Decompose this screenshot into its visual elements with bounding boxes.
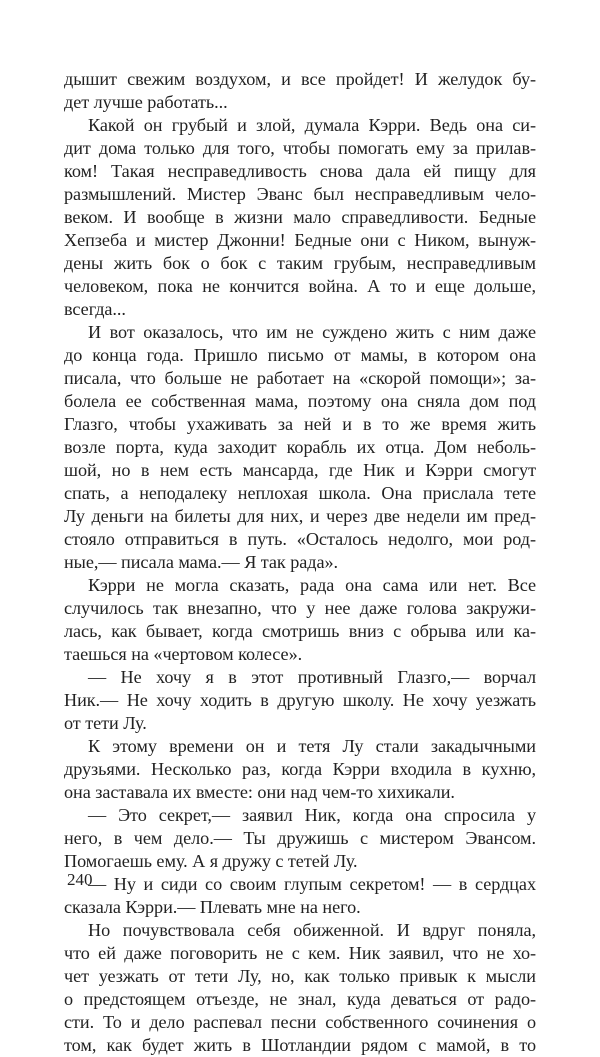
paragraph xyxy=(64,804,536,873)
text-line: Лу деньги на билеты для них, и через две недели им пред- xyxy=(64,506,536,526)
text-line: Кэрри не могла сказать, рада она сама или нет. Все xyxy=(88,575,536,595)
paragraph xyxy=(64,735,536,804)
text-line: Глазго, чтобы ухаживать за ней и в то же время жить xyxy=(64,414,536,434)
text-line: сказала Кэрри.— Плевать мне на него. xyxy=(64,897,361,917)
text-line: размышлений. Мистер Эванс был несправедливым чело- xyxy=(64,184,536,204)
text-line: сти. То и дело распевал песни собственного сочинения о xyxy=(64,1012,536,1032)
text-line: друзьями. Несколько раз, когда Кэрри входила в кухню, xyxy=(64,759,536,779)
text-line: стояло отправиться в путь. «Осталось недолго, мои род- xyxy=(64,529,536,549)
text-line: дет лучше работать... xyxy=(64,92,228,112)
text-line: дены жить бок о бок с таким грубым, несправедливым xyxy=(64,253,536,273)
text-line: о предстоящем отъезде, не знал, куда деваться от радо- xyxy=(64,989,536,1009)
text-line: болела ее собственная мама, поэтому она сняла дом под xyxy=(64,391,536,411)
text-line: ные,— писала мама.— Я так рада». xyxy=(64,552,339,572)
paragraph xyxy=(64,114,536,321)
text-line: него, в чем дело.— Ты дружишь с мистером Эвансом. xyxy=(64,828,536,848)
text-line: таешься на «чертовом колесе». xyxy=(64,644,303,664)
text-line: писала, что больше не работает на «скорой помощи»; за- xyxy=(64,368,536,388)
text-line: от тети Лу. xyxy=(64,713,147,733)
paragraph xyxy=(64,321,536,574)
text-line: случилось так внезапно, что у нее даже голова закружи- xyxy=(64,598,536,618)
text-line: Помогаешь ему. А я дружу с тетей Лу. xyxy=(64,851,358,871)
text-line: чет уезжать от тети Лу, но, как только привык к мысли xyxy=(64,966,536,986)
text-line: спать, а неподалеку неплохая школа. Она прислала тете xyxy=(64,483,536,503)
text-line: Какой он грубый и злой, думала Кэрри. Ведь она си- xyxy=(88,115,536,135)
page-number: 240 xyxy=(67,870,93,889)
text-line: — Это секрет,— заявил Ник, когда она спросила у xyxy=(88,805,536,825)
text-line: — Ну и сиди со своим глупым секретом! — в сердцах xyxy=(88,874,536,894)
paragraph xyxy=(64,574,536,666)
text-line: что ей даже поговорить не с кем. Ник заявил, что не хо- xyxy=(64,943,536,963)
text-line: ком! Такая несправедливость снова дала ей пищу для xyxy=(64,161,536,181)
text-line: шой, но в нем есть мансарда, где Ник и Кэрри смогут xyxy=(64,460,536,480)
text-line: она заставала их вместе: они над чем-то хихикали. xyxy=(64,782,455,802)
paragraph xyxy=(64,666,536,735)
text-line: дит дома только для того, чтобы помогать ему за прилав- xyxy=(64,138,536,158)
text-line: лась, как бывает, когда смотришь вниз с обрыва или ка- xyxy=(64,621,536,641)
paragraph xyxy=(64,68,536,114)
text-line: Ник.— Не хочу ходить в другую школу. Не хочу уезжать xyxy=(64,690,536,710)
text-line: человеком, пока не кончится война. А то и еще дольше, xyxy=(64,276,536,296)
text-line: — Не хочу я в этот противный Глазго,— ворчал xyxy=(88,667,536,687)
page-text xyxy=(64,68,536,1057)
text-line: всегда... xyxy=(64,299,126,319)
text-line: том, как будет жить в Шотландии рядом с мамой, в то xyxy=(64,1035,536,1055)
text-line: Но почувствовала себя обиженной. И вдруг поняла, xyxy=(88,920,536,940)
text-line: веком. И вообще в жизни мало справедливости. Бедные xyxy=(64,207,536,227)
text-line: И вот оказалось, что им не суждено жить с ним даже xyxy=(88,322,536,342)
text-line: до конца года. Пришло письмо от мамы, в котором она xyxy=(64,345,536,365)
paragraph xyxy=(64,873,536,919)
text-line: возле порта, куда заходит корабль их отца. Дом неболь- xyxy=(64,437,536,457)
text-line: Хепзеба и мистер Джонни! Бедные они с Ником, вынуж- xyxy=(64,230,536,250)
text-line: дышит свежим воздухом, и все пройдет! И желудок бу- xyxy=(64,69,536,89)
text-line: К этому времени он и тетя Лу стали закадычными xyxy=(88,736,536,756)
